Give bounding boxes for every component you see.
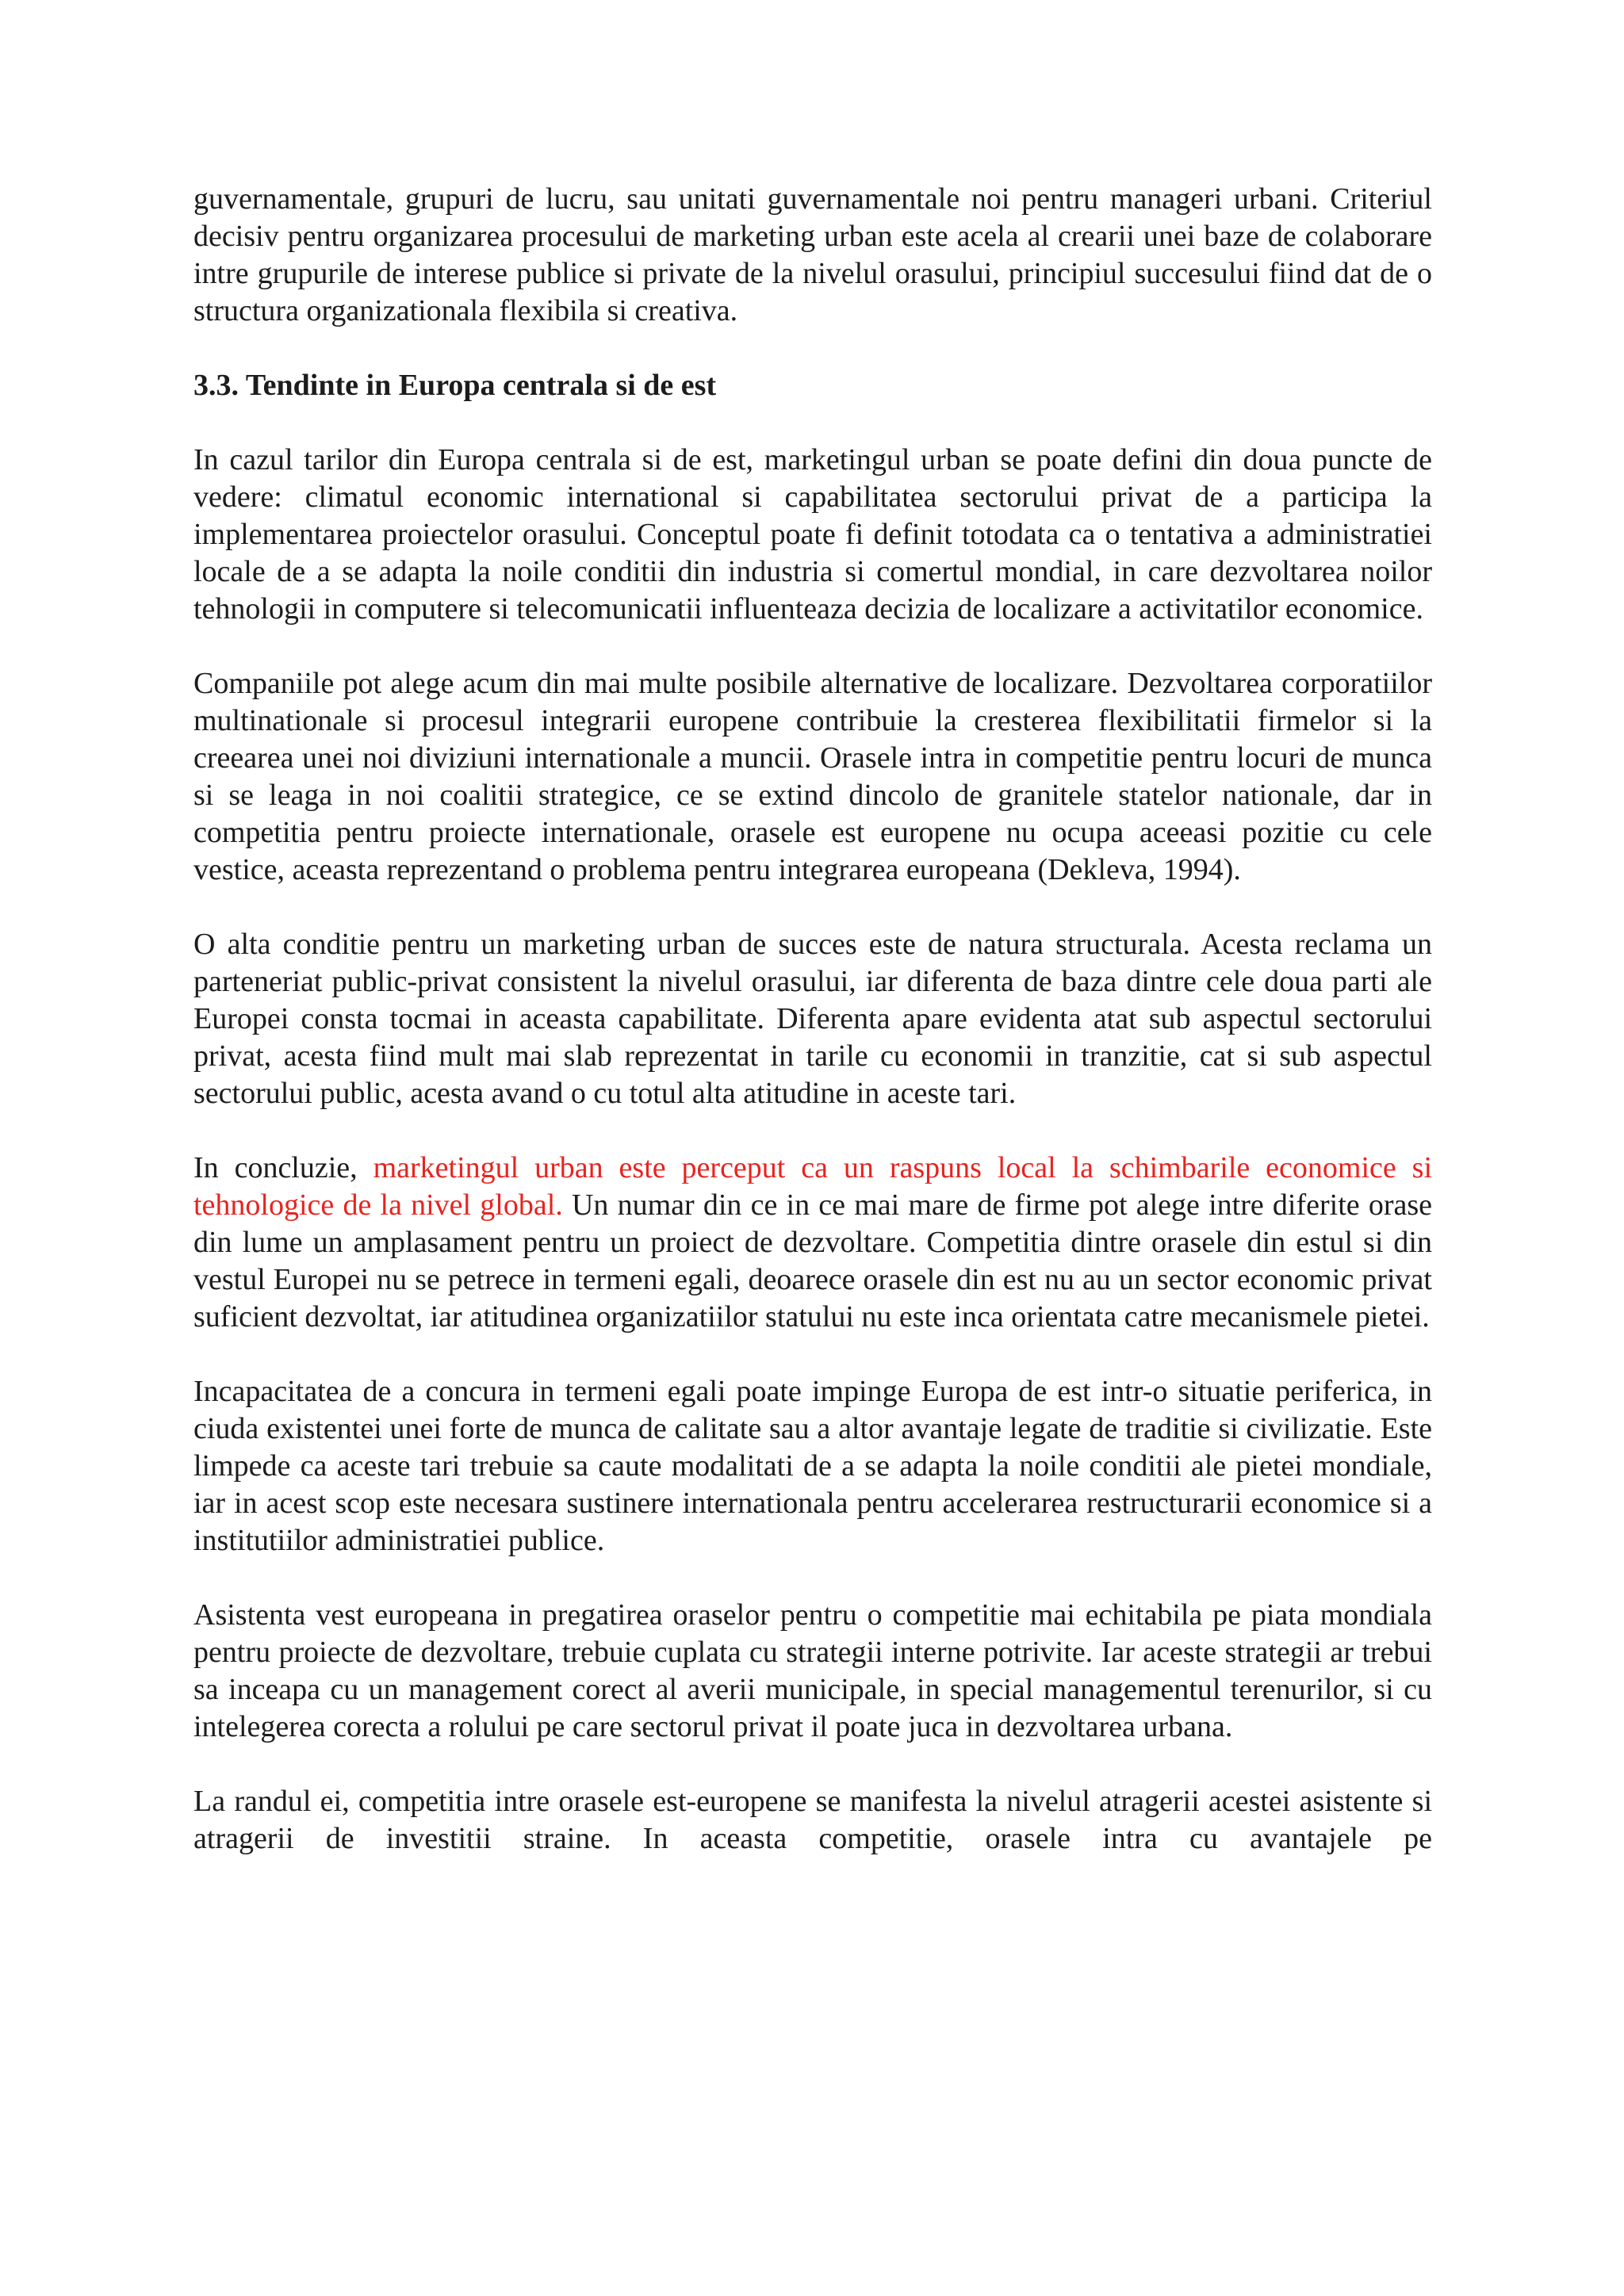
paragraph-2: Companiile pot alege acum din mai multe posibile alternative de localizare. Dezvoltarea corporatiilor multinationale si procesul integrarii europene contribuie la cresterea flexibilitatii firmelor si la creearea unei noi diviziuni internationale a muncii. Orasele intra in competitie pentru locuri de munca si se leaga in noi coalitii strategice, ce se extind dincolo de granitele statelor nationale, dar in competitia pentru proiecte internationale, orasele est europene nu ocupa aceeasi pozitie cu cele vestice, aceasta reprezentand o problema pentru integrarea europeana (Dekleva, 1994). [193,667,1432,886]
paragraph-7: La randul ei, competitia intre orasele est-europene se manifesta la nivelul atragerii acestei asistente si atragerii de investitii straine. In aceasta competitie, orasele intra cu avantajele pe [193,1785,1432,1855]
paragraph-5: Incapacitatea de a concura in termeni egali poate impinge Europa de est intr-o situatie periferica, in ciuda existentei unei forte de munca de calitate sau a altor avantaje legate de traditie si civilizatie. Este limpede ca aceste tari trebuie sa caute modalitati de a se adapta la noile conditii ale pietei mondiale, iar in acest scop este necesara sustinere internationala pentru accelerarea restructurarii economice si a institutiilor administratiei publice. [193,1375,1432,1557]
document-page [193,181,1432,1895]
paragraph-4-rest: Un numar din ce in ce mai mare de firme pot alege intre diferite orase din lume un amplasament pentru un proiect de dezvoltare. Competitia dintre orasele din estul si din vestul Europei nu se petrece in termeni egali, deoarece orasele din est nu au un sector economic privat suficient dezvoltat, iar atitudinea organizatiilor statului nu este inca orientata catre mecanismele pietei. [193,1188,1433,1334]
paragraph-intro: guvernamentale, grupuri de lucru, sau unitati guvernamentale noi pentru manageri urbani. Criteriul decisiv pentru organizarea procesului de marketing urban este acela al crearii unei baze de colaborare intre grupurile de interese publice si private de la nivelul orasului, principiul succesului fiind dat de o structura organizationala flexibila si creativa. [193,182,1432,327]
paragraph-3: O alta conditie pentru un marketing urban de succes este de natura structurala. Acesta reclama un parteneriat public-privat consistent la nivelul orasului, iar diferenta de baza dintre cele doua parti ale Europei consta tocmai in aceasta capabilitate. Diferenta apare evidenta atat sub aspectul sectorului privat, acesta fiind mult mai slab reprezentat in tarile cu economii in tranzitie, cat si sub aspectul sectorului public, acesta avand o cu totul alta atitudine in aceste tari. [193,928,1432,1110]
paragraph-6: Asistenta vest europeana in pregatirea oraselor pentru o competitie mai echitabila pe piata mondiala pentru proiecte de dezvoltare, trebuie cuplata cu strategii interne potrivite. Iar aceste strategii ar trebui sa inceapa cu un management corect al averii municipale, in special managementul terenurilor, si cu intelegerea corecta a rolului pe care sectorul privat il poate juca in dezvoltarea urbana. [193,1598,1432,1743]
paragraph-4-prefix: In concluzie, [193,1151,373,1184]
highlighted-conclusion: marketingul urban este perceput ca un raspuns local la schimbarile economice si tehnologice de la nivel global. [193,1151,1433,1222]
paragraph-1: In cazul tarilor din Europa centrala si de est, marketingul urban se poate defini din doua puncte de vedere: climatul economic international si capabilitatea sectorului privat de a participa la implementarea proiectelor orasului. Conceptul poate fi definit totodata ca o tentativa a administratiei locale de a se adapta la noile conditii din industria si comertul mondial, in care dezvoltarea noilor tehnologii in computere si telecomunicatii influenteaza decizia de localizare a activitatilor economice. [193,443,1432,626]
paragraph-4 [193,1150,1432,1336]
section-heading: 3.3. Tendinte in Europa centrala si de est [193,369,717,402]
